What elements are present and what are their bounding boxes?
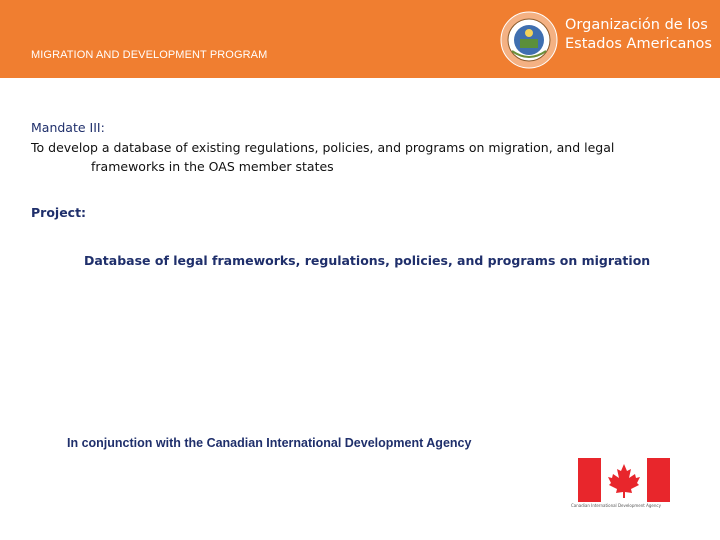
- flag-caption: Canadian International Development Agency: [571, 503, 661, 508]
- oas-seal-icon: [500, 11, 558, 69]
- partner-text: In conjunction with the Canadian International Development Agency: [67, 436, 472, 450]
- canada-flag-icon: [578, 458, 670, 502]
- mandate-text-line2: frameworks in the OAS member states: [91, 159, 334, 174]
- mandate-label: Mandate III:: [31, 120, 105, 135]
- org-name-line1: Organización de los: [565, 17, 708, 33]
- program-title: MIGRATION AND DEVELOPMENT PROGRAM: [31, 49, 268, 61]
- org-name-line2: Estados Americanos: [565, 36, 712, 52]
- project-text: Database of legal frameworks, regulations, policies, and programs on migration: [84, 253, 651, 268]
- organization-name: [565, 16, 712, 54]
- project-label: Project:: [31, 205, 87, 220]
- header-bar: [0, 0, 720, 78]
- mandate-text-line1: To develop a database of existing regulations, policies, and programs on migration, and legal: [31, 139, 615, 155]
- mandate-section: [31, 118, 691, 177]
